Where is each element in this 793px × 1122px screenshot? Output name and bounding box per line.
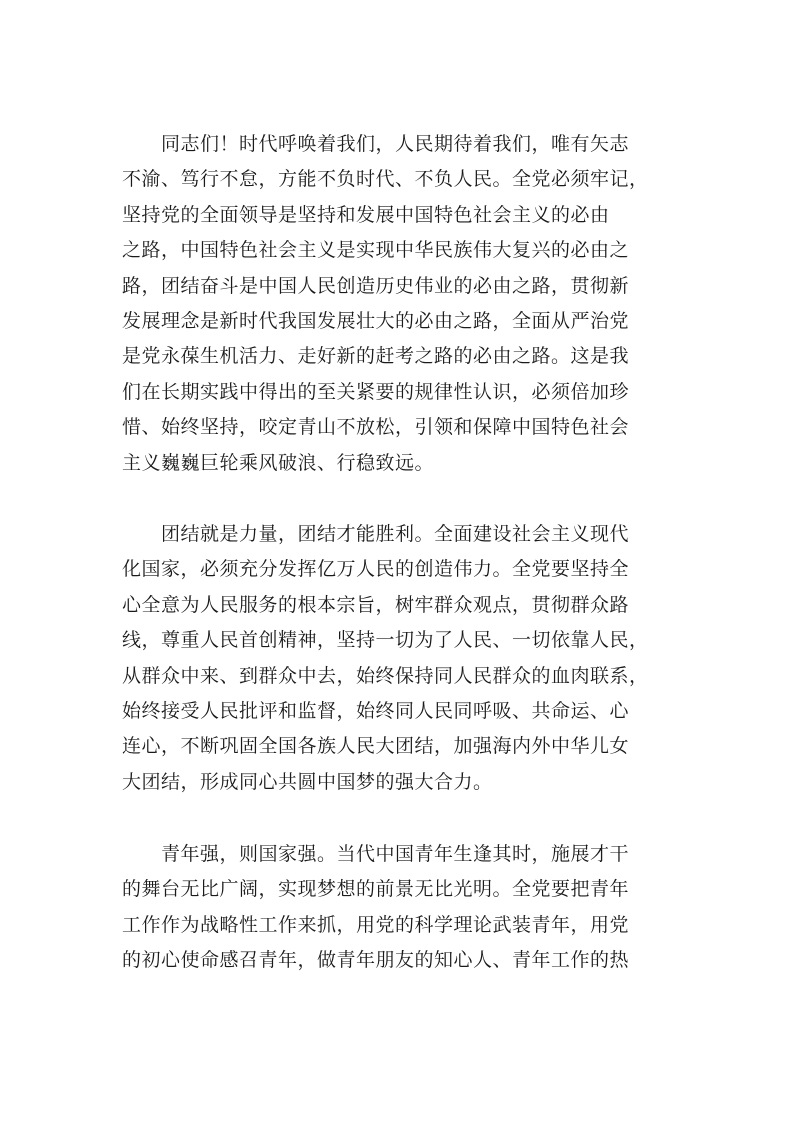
text-line: 青年强，则国家强。当代中国青年生逢其时，施展才干	[122, 843, 630, 865]
text-line: 线，尊重人民首创精神，坚持一切为了人民、一切依靠人民，	[122, 629, 649, 652]
text-line: 惜、始终坚持，咬定青山不放松，引领和保障中国特色社会	[122, 416, 630, 439]
text-line: 主义巍巍巨轮乘风破浪、行稳致远。	[122, 451, 435, 474]
text-line: 的舞台无比广阔，实现梦想的前景无比光明。全党要把青年	[122, 878, 630, 901]
text-line: 工作作为战略性工作来抓，用党的科学理论武装青年，用党	[122, 913, 630, 936]
text-line: 们在长期实践中得出的至关紧要的规律性认识，必须倍加珍	[122, 380, 630, 403]
text-line: 是党永葆生机活力、走好新的赶考之路的必由之路。这是我	[122, 345, 630, 368]
text-line: 之路，中国特色社会主义是实现中华民族伟大复兴的必由之	[122, 239, 630, 262]
paragraph-3	[122, 837, 677, 979]
text-line: 化国家，必须充分发挥亿万人民的创造伟力。全党要坚持全	[122, 558, 630, 581]
text-line: 的初心使命感召青年，做青年朋友的知心人、青年工作的热	[122, 949, 630, 972]
text-line: 始终接受人民批评和监督，始终同人民同呼吸、共命运、心	[122, 700, 630, 723]
paragraph-2	[122, 517, 677, 800]
text-line: 连心，不断巩固全国各族人民大团结，加强海内外中华儿女	[122, 735, 630, 758]
text-line: 同志们！时代呼唤着我们，人民期待着我们，唯有矢志	[122, 133, 630, 155]
text-line: 团结就是力量，团结才能胜利。全面建设社会主义现代	[122, 523, 630, 545]
text-line: 路，团结奋斗是中国人民创造历史伟业的必由之路，贯彻新	[122, 274, 630, 297]
paragraph-1	[122, 127, 677, 481]
text-line: 发展理念是新时代我国发展壮大的必由之路，全面从严治党	[122, 310, 630, 333]
text-line: 心全意为人民服务的根本宗旨，树牢群众观点，贯彻群众路	[122, 593, 630, 616]
text-line: 大团结，形成同心共圆中国梦的强大合力。	[122, 770, 493, 793]
text-line: 坚持党的全面领导是坚持和发展中国特色社会主义的必由	[122, 203, 610, 226]
text-line: 从群众中来、到群众中去，始终保持同人民群众的血肉联系，	[122, 664, 649, 687]
text-line: 不渝、笃行不怠，方能不负时代、不负人民。全党必须牢记，	[122, 168, 649, 191]
